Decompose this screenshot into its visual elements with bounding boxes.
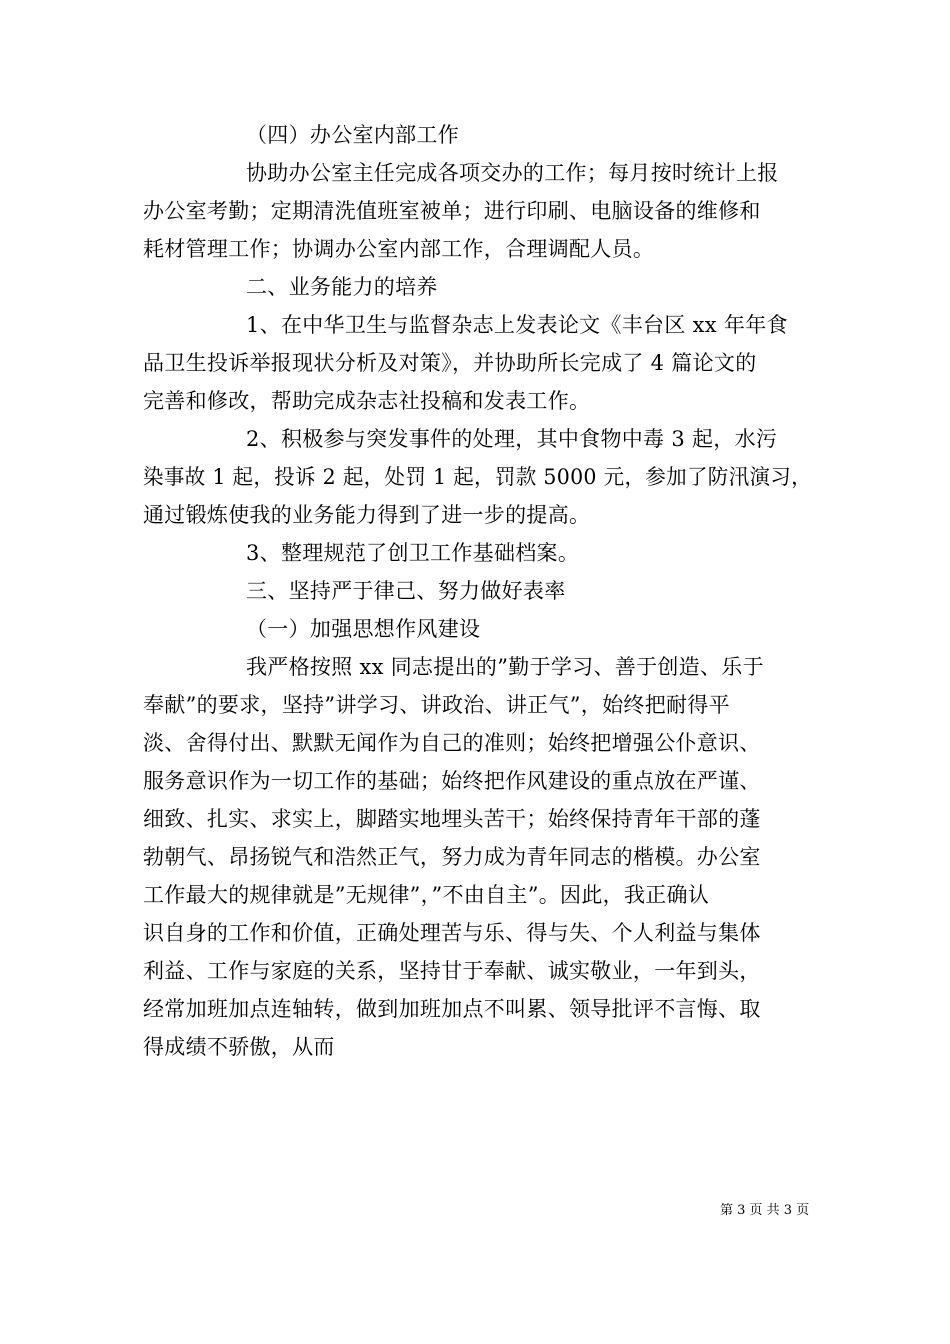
section-heading-self-discipline: 三、坚持严于律己、努力做好表率 [246, 579, 566, 603]
paragraph-line: 通过锻炼使我的业务能力得到了进一步的提高。 [143, 503, 591, 527]
paragraph-line: 3、整理规范了创卫工作基础档案。 [246, 541, 580, 565]
paragraph-line: 勃朝气、昂扬锐气和浩然正气，努力成为青年同志的楷模。办公室 [143, 845, 761, 869]
paragraph-line: 协助办公室主任完成各项交办的工作；每月按时统计上报 [246, 161, 779, 185]
page-number-footer: 第 3 页 共 3 页 [720, 1203, 810, 1218]
paragraph-line: 完善和修改，帮助完成杂志社投稿和发表工作。 [143, 389, 591, 413]
paragraph-line: 识自身的工作和价值，正确处理苦与乐、得与失、个人利益与集体 [143, 921, 761, 945]
paragraph-line: 品卫生投诉举报现状分析及对策》，并协助所长完成了 4 篇论文的 [143, 351, 757, 375]
paragraph-line: 细致、扎实、求实上，脚踏实地埋头苦干；始终保持青年干部的蓬 [143, 807, 761, 831]
paragraph-line: 染事故 1 起，投诉 2 起，处罚 1 起，罚款 5000 元，参加了防汛演习， [143, 465, 812, 489]
paragraph-line: 服务意识作为一切工作的基础；始终把作风建设的重点放在严谨、 [143, 769, 761, 793]
paragraph-line: 利益、工作与家庭的关系，坚持甘于奉献、诚实敬业，一年到头， [143, 959, 761, 983]
paragraph-line: 我严格按照 xx 同志提出的”勤于学习、善于创造、乐于 [246, 655, 764, 679]
subsection-heading-work-style: （一）加强思想作风建设 [246, 617, 481, 641]
section-heading-business-ability: 二、业务能力的培养 [246, 275, 438, 299]
paragraph-line: 奉献”的要求，坚持”讲学习、讲政治、讲正气”，始终把耐得平 [143, 693, 730, 717]
paragraph-line: 2、积极参与突发事件的处理，其中食物中毒 3 起，水污 [246, 427, 778, 451]
paragraph-line: 经常加班加点连轴转，做到加班加点不叫累、领导批评不言悔、取 [143, 997, 761, 1021]
paragraph-line: 耗材管理工作；协调办公室内部工作，合理调配人员。 [143, 237, 655, 261]
paragraph-line: 工作最大的规律就是”无规律”，”不由自主”。因此，我正确认 [143, 883, 710, 907]
paragraph-line: 得成绩不骄傲，从而 [143, 1035, 335, 1059]
paragraph-line: 淡、舍得付出、默默无闻作为自己的准则；始终把增强公仆意识、 [143, 731, 761, 755]
paragraph-line: 1、在中华卫生与监督杂志上发表论文《丰台区 xx 年年食 [246, 313, 788, 337]
paragraph-line: 办公室考勤；定期清洗值班室被单；进行印刷、电脑设备的维修和 [143, 199, 761, 223]
section-heading-office-internal: （四）办公室内部工作 [246, 123, 459, 147]
